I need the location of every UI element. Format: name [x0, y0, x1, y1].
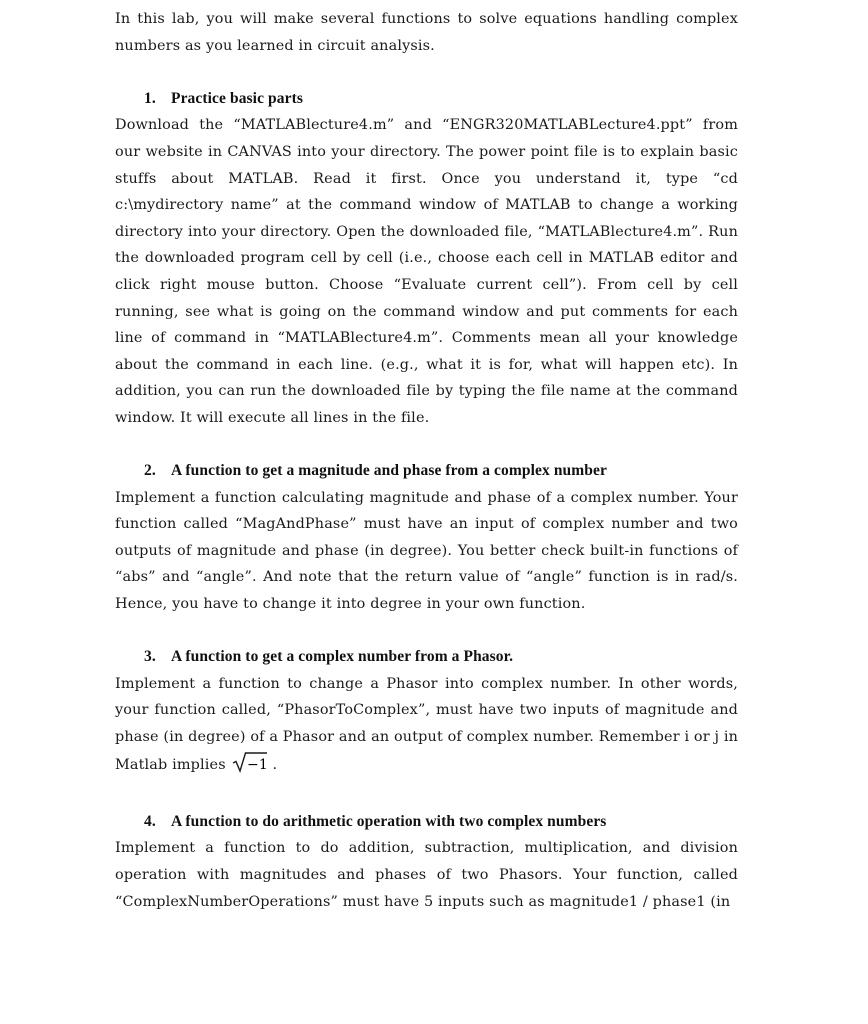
section-2-heading: [115, 458, 738, 485]
section-3-number: 3.: [144, 648, 156, 666]
square-root-radicand: −1: [246, 756, 268, 773]
section-3-heading: [115, 644, 738, 671]
spacer: [115, 432, 738, 459]
section-3-body-text: Implement a function to change a Phasor into complex number. In other words, your function called, “PhasorToComplex”, must have two inputs of magnitude and phase (in degree) of a Phasor and an output of complex number. Remember i or j in Matlab implies: [115, 675, 738, 773]
section-3-body: [115, 671, 738, 782]
spacer: [115, 618, 738, 645]
section-4-number: 4.: [144, 812, 156, 830]
document-page: [115, 6, 738, 915]
section-4-title: A function to do arithmetic operation with two complex numbers: [171, 812, 607, 830]
section-1-title: Practice basic parts: [171, 89, 303, 107]
spacer: [115, 59, 738, 86]
section-1-number: 1.: [144, 89, 156, 107]
section-2-title: A function to get a magnitude and phase from a complex number: [171, 462, 607, 480]
section-4-body: Implement a function to do addition, subtraction, multiplication, and division operation with magnitudes and phases of two Phasors. Your function, called “ComplexNumberOperations” must have 5 inputs such as magnitude1 / phase1 (in: [115, 840, 738, 910]
spacer: [115, 782, 738, 809]
section-3-body-end: .: [272, 756, 278, 773]
section-3-title: A function to get a complex number from a Phasor.: [171, 648, 514, 666]
section-2-body: Implement a function calculating magnitude and phase of a complex number. Your function called “MagAndPhase” must have an input of complex number and two outputs of magnitude and phase (in degree). You better check built-in functions of “abs” and “angle”. And note that the return value of “angle” function is in rad/s. Hence, you have to change it into degree in your own function.: [115, 489, 738, 613]
intro-paragraph: In this lab, you will make several functions to solve equations handling complex numbers as you learned in circuit analysis.: [115, 11, 738, 54]
section-4-heading: [115, 809, 738, 836]
square-root-expression: [232, 751, 268, 783]
section-2-number: 2.: [144, 462, 156, 480]
square-root-symbol: [232, 751, 268, 773]
section-1-body: Download the “MATLABlecture4.m” and “ENGR320MATLABLecture4.ppt” from our website in CANVAS into your directory. The power point file is to explain basic stuffs about MATLAB. Read it first. Once you understand it, type “cd c:\mydirectory name” at the command window of MATLAB to change a working directory into your directory. Open the downloaded file, “MATLABlecture4.m”. Run the downloaded program cell by cell (i.e., choose each cell in MATLAB editor and click right mouse button. Choose “Evaluate current cell”). From cell by cell running, see what is going on the command window and put comments for each line of command in “MATLABlecture4.m”. Comments mean all your knowledge about the command in each line. (e.g., what it is for, what will happen etc). In addition, you can run the downloaded file by typing the file name at the command window. It will execute all lines in the file.: [115, 117, 738, 426]
section-1-heading: [115, 86, 738, 113]
